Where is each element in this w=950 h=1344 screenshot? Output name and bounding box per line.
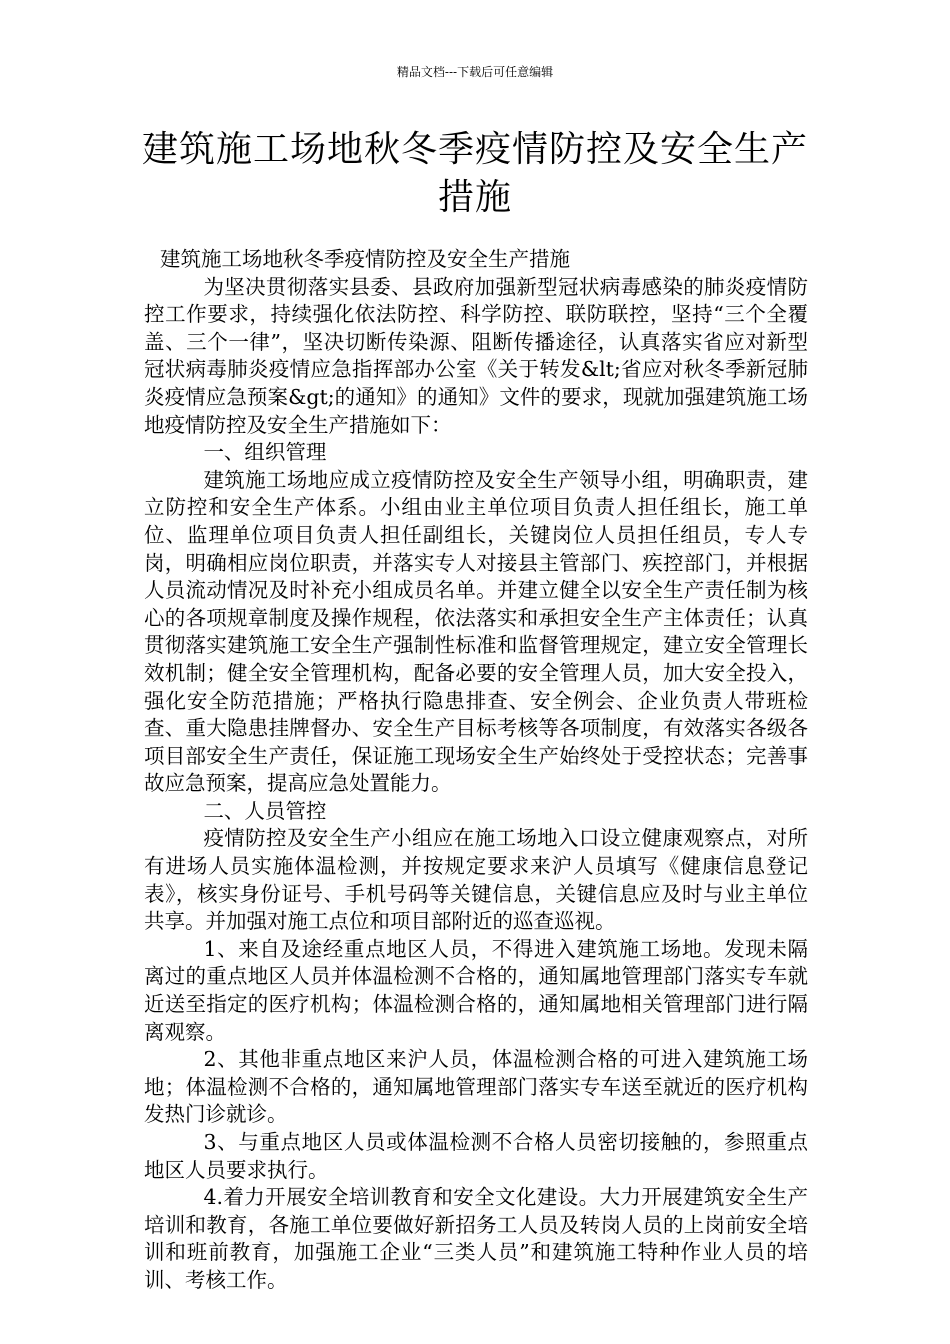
document-title-line-2: 措施 xyxy=(437,177,512,218)
section-paragraph-organization: 建筑施工场地应成立疫情防控及安全生产领导小组，明确职责，建立防控和安全生产体系。小组由业主单位项目负责人担任组长，施工单位、监理单位项目负责人担任副组长，关键岗位人员担任组员，专人专岗，明确相应岗位职责，并落实专人对接县主管部门、疾控部门，并根据人员流动情况及时补充小组成员名单。并建立健全以安全生产责任制为核心的各项规章制度及操作规程，依法落实和承担安全生产主体责任；认真贯彻落实建筑施工安全生产强制性标准和监督管理规定，建立安全管理长效机制；健全安全管理机构，配备必要的安全管理人员，加大安全投入，强化安全防范措施；严格执行隐患排查、安全例会、企业负责人带班检查、重大隐患挂牌督办、安全生产目标考核等各项制度，有效落实各级各项目部安全生产责任，保证施工现场安全生产始终处于受控状态；完善事故应急预案，提高应急处置能力。 xyxy=(144,467,808,796)
document-subtitle: 建筑施工场地秋冬季疫情防控及安全生产措施 xyxy=(160,247,570,271)
document-title xyxy=(140,126,810,222)
section-heading-personnel: 二、人员管控 xyxy=(203,798,327,823)
list-item-4: 4.着力开展安全培训教育和安全文化建设。大力开展建筑安全生产培训和教育，各施工单位要做好新招务工人员及转岗人员的上岗前安全培训和班前教育，加强施工企业“三类人员”和建筑施工特种作业人员的培训、考核工作。 xyxy=(144,1185,808,1292)
document-body xyxy=(144,246,808,1295)
document-title-line-1: 建筑施工场地秋冬季疫情防控及安全生产 xyxy=(141,129,808,170)
list-item-2: 2、其他非重点地区来沪人员，体温检测合格的可进入建筑施工场地；体温检测不合格的，通知属地管理部门落实专车送至就近的医疗机构发热门诊就诊。 xyxy=(144,1047,808,1127)
section-paragraph-personnel: 疫情防控及安全生产小组应在施工场地入口设立健康观察点，对所有进场人员实施体温检测，并按规定要求来沪人员填写《健康信息登记表》，核实身份证号、手机号码等关键信息，关键信息应及时与业主单位共享。并加强对施工点位和项目部附近的巡查巡视。 xyxy=(144,826,808,934)
list-item-1: 1、来自及途经重点地区人员，不得进入建筑施工场地。发现未隔离过的重点地区人员并体温检测不合格的，通知属地管理部门落实专车就近送至指定的医疗机构；体温检测合格的，通知属地相关管理部门进行隔离观察。 xyxy=(144,936,808,1044)
page-header-note: 精品文档---下载后可任意编辑 xyxy=(396,65,554,79)
intro-paragraph: 为坚决贯彻落实县委、县政府加强新型冠状病毒感染的肺炎疫情防控工作要求，持续强化依法防控、科学防控、联防联控，坚持“三个全覆盖、三个一律”，坚决切断传染源、阻断传播途径，认真落实省应对新型冠状病毒肺炎疫情应急指挥部办公室《关于转发&lt;省应对秋冬季新冠肺炎疫情应急预案&gt;的通知》的通知》文件的要求，现就加强建筑施工场地疫情防控及安全生产措施如下： xyxy=(144,274,808,437)
list-item-3: 3、与重点地区人员或体温检测不合格人员密切接触的，参照重点地区人员要求执行。 xyxy=(144,1130,808,1182)
section-heading-organization: 一、组织管理 xyxy=(203,440,327,465)
